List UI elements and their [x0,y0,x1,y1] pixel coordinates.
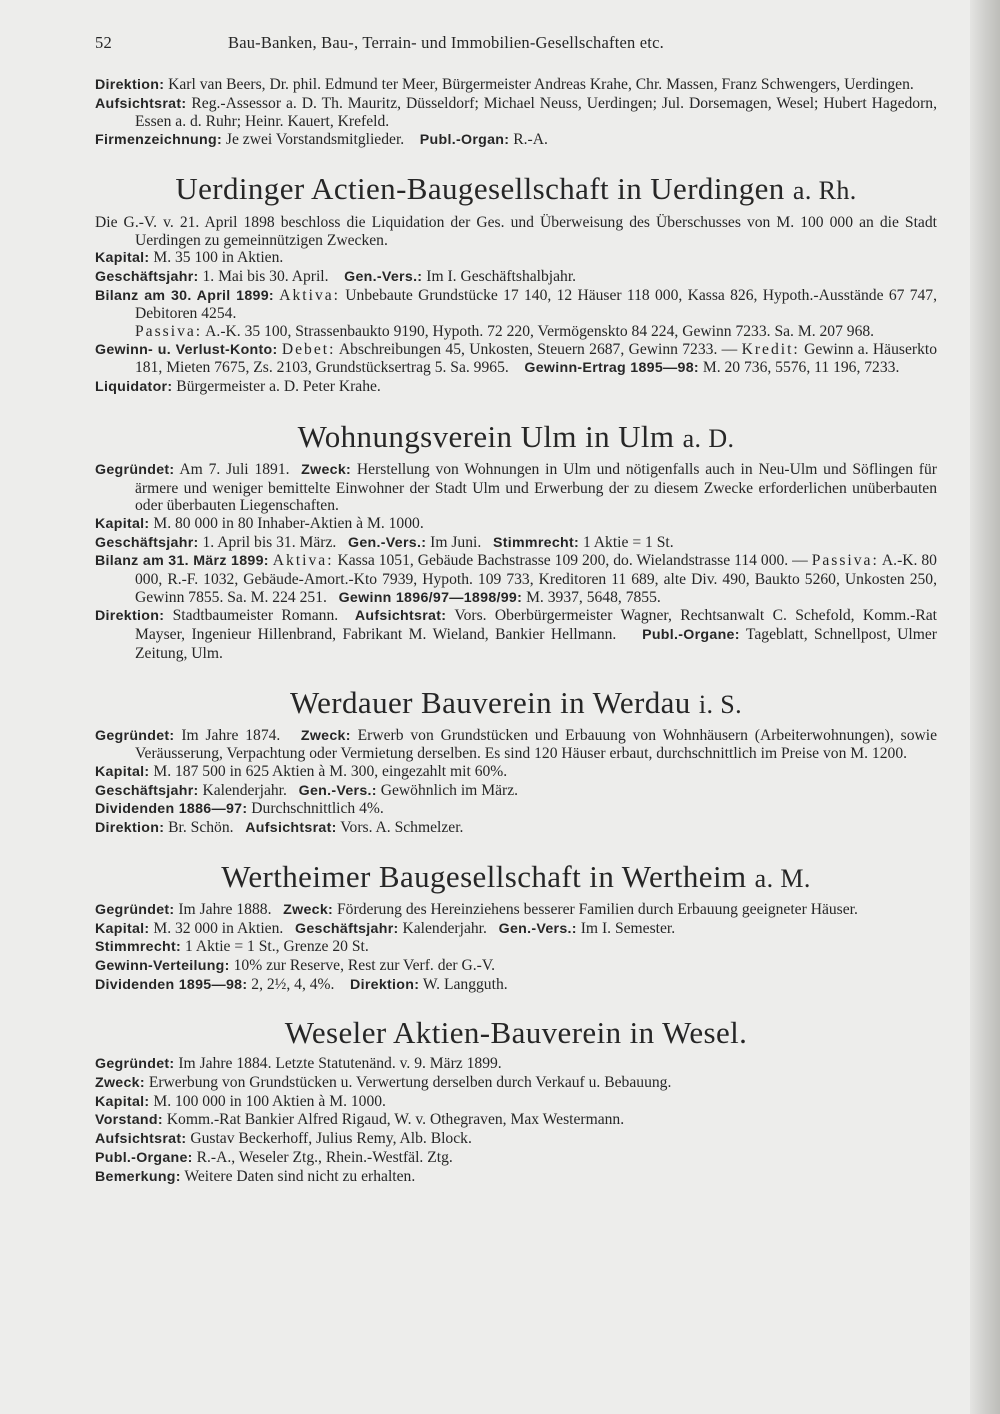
zweck-line: Zweck: Erwerbung von Grundstücken u. Verwertung derselben durch Verkauf u. Bebauung. [95,1074,672,1092]
aufsichtsrat-line: Aufsichtsrat: Reg.-Assessor a. D. Th. Mauritz, Düsseldorf; Michael Neuss, Uerdingen; Jul. Dorsemagen, Wesel; Hubert Hagedorn, Essen a. d. Ruhr; Heinr. Kauert, Krefeld. [95,94,937,131]
passiva-line: Passiva: A.-K. 35 100, Strassenbaukto 9190, Hypoth. 72 220, Vermögenskto 84 224, Gewinn 7233. Sa. M. 207 968. [135,323,875,341]
kapital-line: Kapital: M. 35 100 in Aktien. [95,249,284,267]
gewinn-verlust-line: Gewinn- u. Verlust-Konto: Debet: Abschreibungen 45, Unkosten, Steuern 2687, Gewinn 7233. — Kredit: Gewinn a. Häuserkto 181, Mieten 7675, Zs. 2103, Grundstücksertrag 5. Sa. 9965. Gewinn-Ertrag 1895—98: M. 20 736, 5576, 11 196, 7233. [95,340,938,377]
direktion-line: Direktion: Br. Schön. Aufsichtsrat: Vors. A. Schmelzer. [95,819,464,837]
vorstand-line: Vorstand: Komm.-Rat Bankier Alfred Rigaud, W. v. Othegraven, Max Westermann. [95,1111,625,1129]
page-content [95,34,937,1186]
entry-heading: Wertheimer Baugesellschaft in Wertheim a. M. [221,858,811,894]
page-number: 52 [95,33,112,52]
firmenzeichnung-line: Firmenzeichnung: Je zwei Vorstandsmitglieder. Publ.-Organ: R.-A. [95,131,548,149]
bilanz-line: Bilanz am 31. März 1899: Aktiva: Kassa 1051, Gebäude Bachstrasse 109 200, do. Wielandstrasse 114 000. — Passiva: A.-K. 80 000, R.-F. 1032, Gebäude-Amort.-Kto 7939, Hypoth. 109 733, Kreditoren 11 689, alte Div. 490, Baukto 5260, Unkosten 250, Gewinn 7855. Sa. M. 224 251. Gewinn 1896/97—1898/99: M. 3937, 5648, 7855. [95,552,937,606]
gewinn-verteilung-line: Gewinn-Verteilung: 10% zur Reserve, Rest zur Verf. der G.-V. [95,956,496,974]
entry-heading: Weseler Aktien-Bauverein in Wesel. [284,1015,748,1051]
entry-ulm [95,418,937,663]
entry-uerdingen [95,170,937,397]
kapital-line: Kapital: M. 100 000 in 100 Aktien à M. 1000. [95,1092,386,1110]
gegruendet-line: Gegründet: Im Jahre 1884. Letzte Statutenänd. v. 9. März 1899. [95,1055,502,1073]
gv-line: Die G.-V. v. 21. April 1898 beschloss die Liquidation der Ges. und Überweisung des Überschusses von M. 100 000 an die Stadt Uerdingen zu gemeinnützigen Zwecken. [95,213,937,249]
entry-wertheim [95,858,937,995]
running-header [95,34,937,56]
kapital-line: Kapital: M. 187 500 in 625 Aktien à M. 300, eingezahlt mit 60%. [95,762,508,780]
gegruendet-line: Gegründet: Im Jahre 1874. Zweck: Erwerb von Grundstücken und Erbauung von Wohnhäusern (Arbeiterwohnungen), sowie Veräusserung, Verpachtung oder Vermietung derselben. Es sind 120 Häuser erbaut, durchschnittlich im Preise von M. 1200. [95,726,938,763]
entry-continuation [95,76,937,150]
geschaeftsjahr-line: Geschäftsjahr: Kalenderjahr. Gen.-Vers.: Gewöhnlich im März. [95,781,519,799]
publ-organe-line: Publ.-Organe: R.-A., Weseler Ztg., Rhein.-Westfäl. Ztg. [95,1148,453,1166]
dividenden-line: Dividenden 1886—97: Durchschnittlich 4%. [95,800,384,818]
entry-heading: Uerdinger Actien-Baugesellschaft in Uerdingen a. Rh. [175,170,857,206]
running-title: Bau-Banken, Bau-, Terrain- und Immobilien-Gesellschaften etc. [228,33,664,52]
liquidator-line: Liquidator: Bürgermeister a. D. Peter Krahe. [95,378,381,396]
dividenden-line: Dividenden 1895—98: 2, 2½, 4, 4%. Direktion: W. Langguth. [95,975,508,993]
bemerkung-line: Bemerkung: Weitere Daten sind nicht zu erhalten. [95,1167,416,1185]
direktion-line: Direktion: Karl van Beers, Dr. phil. Edmund ter Meer, Bürgermeister Andreas Krahe, Chr. Massen, Franz Schwengers, Uerdingen. [95,76,914,93]
kapital-line: Kapital: M. 32 000 in Aktien. Geschäftsjahr: Kalenderjahr. Gen.-Vers.: Im I. Semester. [95,919,676,937]
geschaeftsjahr-line: Geschäftsjahr: 1. April bis 31. März. Gen.-Vers.: Im Juni. Stimmrecht: 1 Aktie = 1 St. [95,533,674,551]
gegruendet-line: Gegründet: Am 7. Juli 1891. Zweck: Herstellung von Wohnungen in Ulm und nötigenfalls auch in Neu-Ulm und Söflingen für ärmere und weniger bemittelte Einwohner der Stadt Ulm und Erwerbung der zu diesem Zwecke erforderlichen unüberbauten oder überbauten Liegenschaften. [95,460,937,515]
aufsichtsrat-line: Aufsichtsrat: Gustav Beckerhoff, Julius Remy, Alb. Block. [95,1130,472,1148]
stimmrecht-line: Stimmrecht: 1 Aktie = 1 St., Grenze 20 St. [95,938,369,956]
page-edge-shadow [970,0,1000,1414]
entry-werdau [95,684,937,838]
entry-wesel [95,1014,937,1186]
bilanz-line: Bilanz am 30. April 1899: Aktiva: Unbebaute Grundstücke 17 140, 12 Häuser 118 000, Kassa 826, Hypoth.-Ausstände 67 747, Debitoren 4254. [95,286,937,323]
entry-heading: Wohnungsverein Ulm in Ulm a. D. [297,418,735,454]
geschaeftsjahr-line: Geschäftsjahr: 1. Mai bis 30. April. Gen.-Vers.: Im I. Geschäftshalbjahr. [95,267,577,285]
direktion-line: Direktion: Stadtbaumeister Romann. Aufsichtsrat: Vors. Oberbürgermeister Wagner, Rechtsanwalt C. Schefold, Komm.-Rat Mayser, Ingenieur Hillenbrand, Fabrikant M. Wieland, Bankier Hellmann. Publ.-Organe: Tageblatt, Schnellpost, Ulmer Zeitung, Ulm. [95,607,937,662]
kapital-line: Kapital: M. 80 000 in 80 Inhaber-Aktien à M. 1000. [95,514,424,532]
gegruendet-line: Gegründet: Im Jahre 1888. Zweck: Förderung des Hereinziehens besserer Familien durch Erbauung geeigneter Häuser. [95,900,858,918]
entry-heading: Werdauer Bauverein in Werdau i. S. [289,684,743,720]
